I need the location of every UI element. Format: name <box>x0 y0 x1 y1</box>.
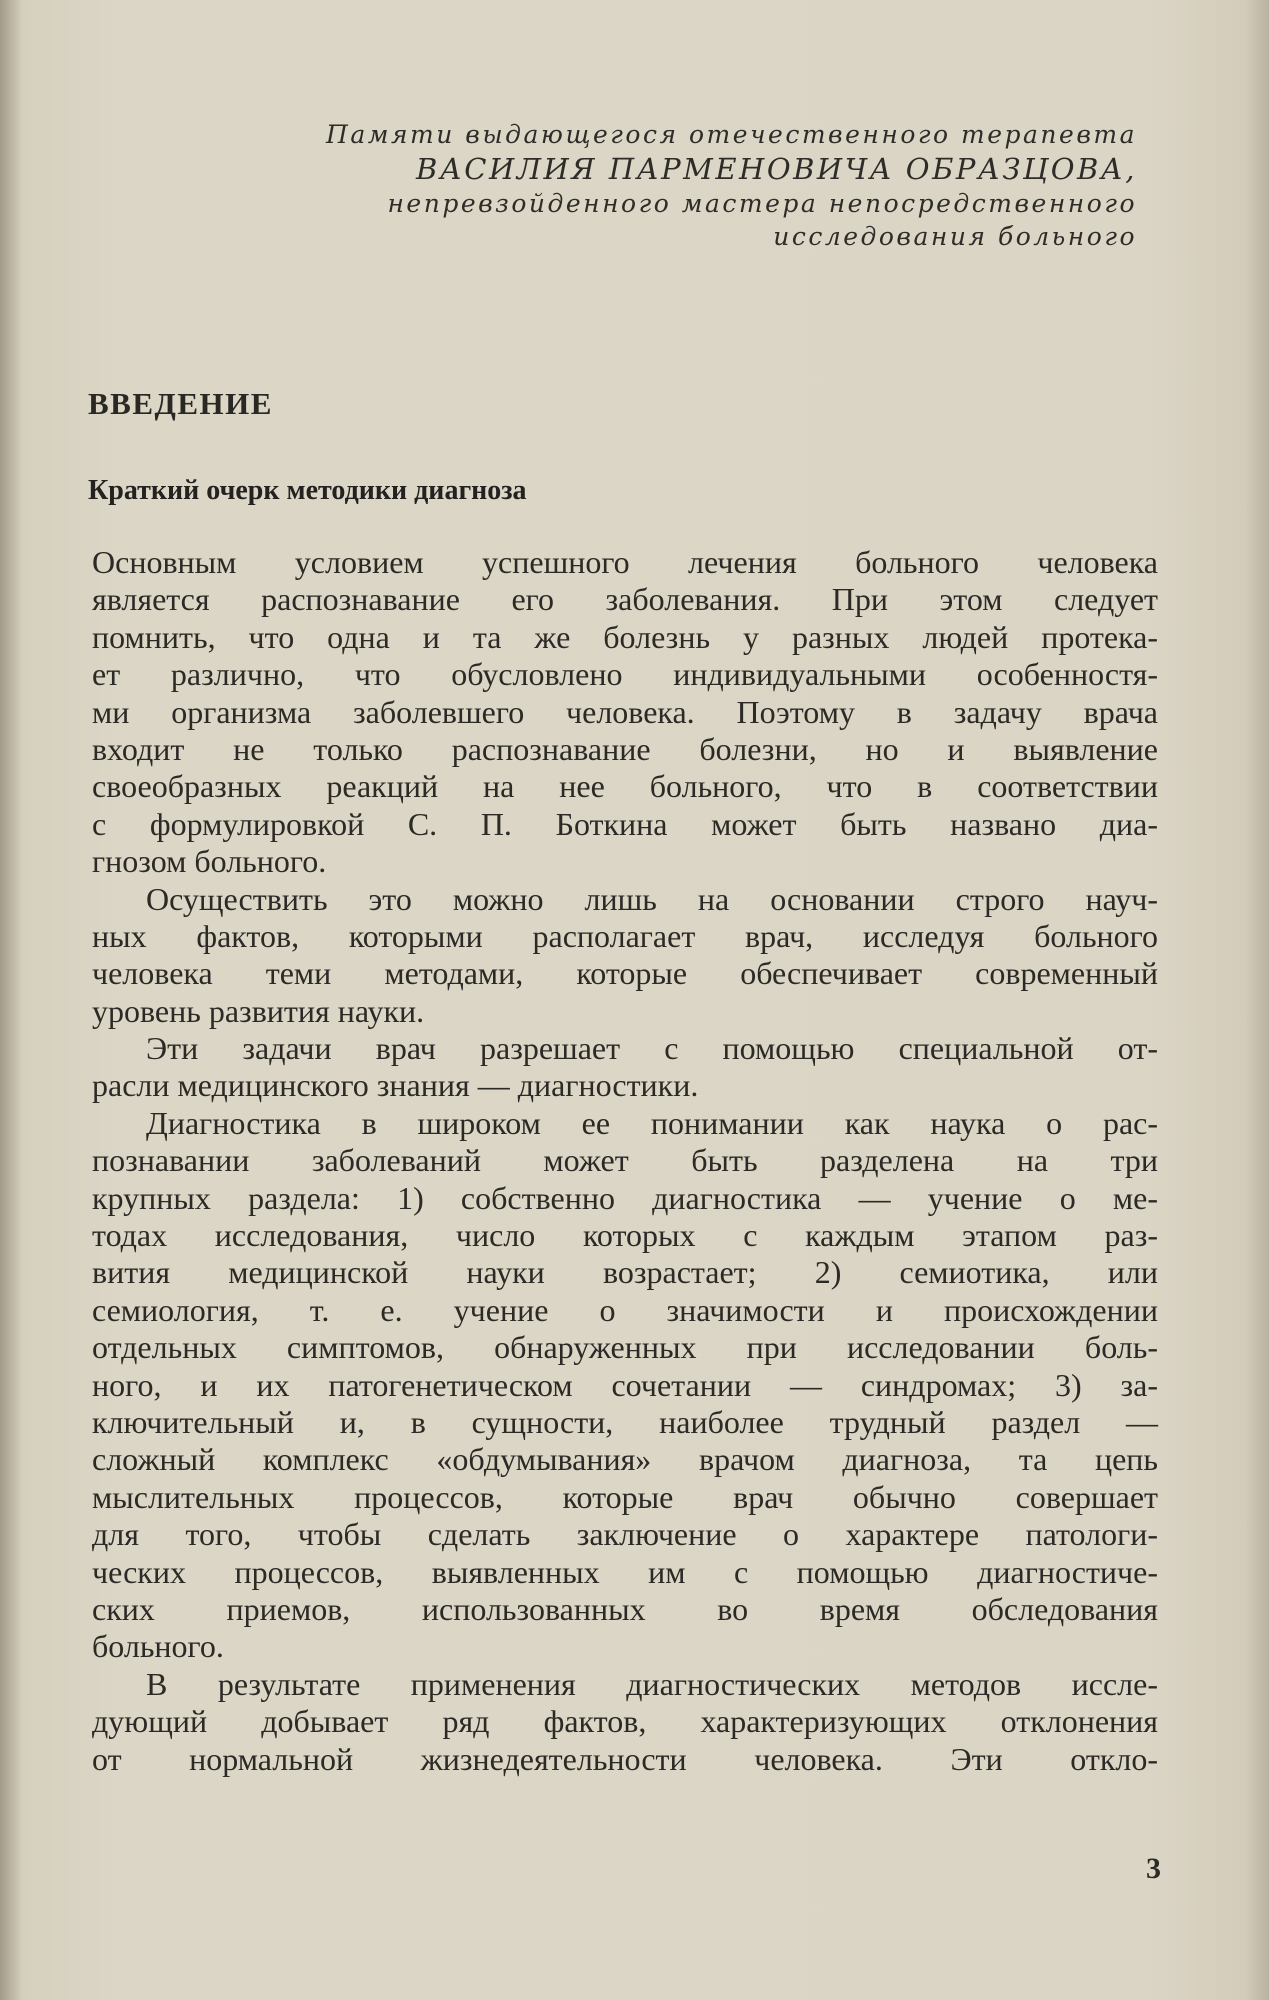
text-line: семиология, т. е. учение о значимости и происхождении <box>92 1291 1158 1328</box>
text-line: от нормальной жизнедеятельности человека. Эти откло- <box>92 1740 1158 1777</box>
text-line: помнить, что одна и та же болезнь у разных людей протека- <box>92 618 1158 655</box>
page-number: 3 <box>1146 1852 1161 1885</box>
text-line: Осуществить это можно лишь на основании строго науч- <box>146 880 1158 917</box>
text-line: сложный комплекс «обдумывания» врачом диагноза, та цепь <box>92 1441 1158 1478</box>
text-line: ет различно, что обусловлено индивидуальными особенностя- <box>92 656 1158 693</box>
dedication-name: ВАСИЛИЯ ПАРМЕНОВИЧА ОБРАЗЦОВА, <box>416 152 1137 186</box>
text-line: гнозом больного. <box>92 843 327 880</box>
text-line: ключительный и, в сущности, наиболее трудный раздел — <box>92 1403 1158 1440</box>
text-line: своеобразных реакций на нее больного, что в соответствии <box>92 768 1158 805</box>
text-line: крупных раздела: 1) собственно диагностика — учение о ме- <box>92 1179 1158 1216</box>
chapter-heading: ВВЕДЕНИЕ <box>88 386 273 421</box>
text-line: больного. <box>92 1628 224 1665</box>
body-text <box>92 544 1158 1778</box>
text-line: ного, и их патогенетическом сочетании — синдромах; 3) за- <box>92 1366 1158 1403</box>
page-gutter-shadow <box>0 0 22 2000</box>
paragraph-1 <box>92 544 1158 881</box>
text-line: ных фактов, которыми располагает врач, исследуя больного <box>92 917 1158 954</box>
dedication-line-4: исследования больного <box>773 222 1137 251</box>
text-line: человека теми методами, которые обеспечивает современный <box>92 955 1158 992</box>
paragraph-5 <box>92 1666 1158 1778</box>
text-line: ческих процессов, выявленных им с помощью диагностиче- <box>92 1553 1158 1590</box>
text-line: уровень развития науки. <box>92 992 425 1029</box>
paragraph-4 <box>92 1105 1158 1666</box>
text-line: вития медицинской науки возрастает; 2) семиотика, или <box>92 1254 1158 1291</box>
paragraph-3 <box>92 1030 1158 1105</box>
text-line: Диагностика в широком ее понимании как наука о рас- <box>146 1104 1158 1141</box>
text-line: дующий добывает ряд фактов, характеризующих отклонения <box>92 1703 1158 1740</box>
paragraph-2 <box>92 881 1158 1031</box>
dedication-line-1: Памяти выдающегося отечественного терапевта <box>326 120 1137 149</box>
text-line: мыслительных процессов, которые врач обычно совершает <box>92 1478 1158 1515</box>
section-subheading: Краткий очерк методики диагноза <box>88 475 527 506</box>
text-line: является распознавание его заболевания. При этом следует <box>92 581 1158 618</box>
text-line: для того, чтобы сделать заключение о характере патологи- <box>92 1516 1158 1553</box>
dedication-line-3: непревзойденного мастера непосредственного <box>387 189 1137 218</box>
text-line: познавании заболеваний может быть разделена на три <box>92 1142 1158 1179</box>
text-line: тодах исследования, число которых с каждым этапом раз- <box>92 1217 1158 1254</box>
dedication <box>237 118 1137 253</box>
text-line: с формулировкой С. П. Боткина может быть названо диа- <box>92 805 1158 842</box>
text-line: Эти задачи врач разрешает с помощью специальной от- <box>146 1030 1158 1067</box>
text-line: ских приемов, использованных во время обследования <box>92 1590 1158 1627</box>
text-line: В результате применения диагностических методов иссле- <box>146 1665 1158 1702</box>
text-line: Основным условием успешного лечения больного человека <box>92 544 1158 580</box>
text-line: отдельных симптомов, обнаруженных при исследовании боль- <box>92 1329 1158 1366</box>
text-line: входит не только распознавание болезни, но и выявление <box>92 730 1158 767</box>
text-line: расли медицинского знания — диагностики. <box>92 1067 699 1104</box>
text-line: ми организма заболевшего человека. Поэтому в задачу врача <box>92 693 1158 730</box>
